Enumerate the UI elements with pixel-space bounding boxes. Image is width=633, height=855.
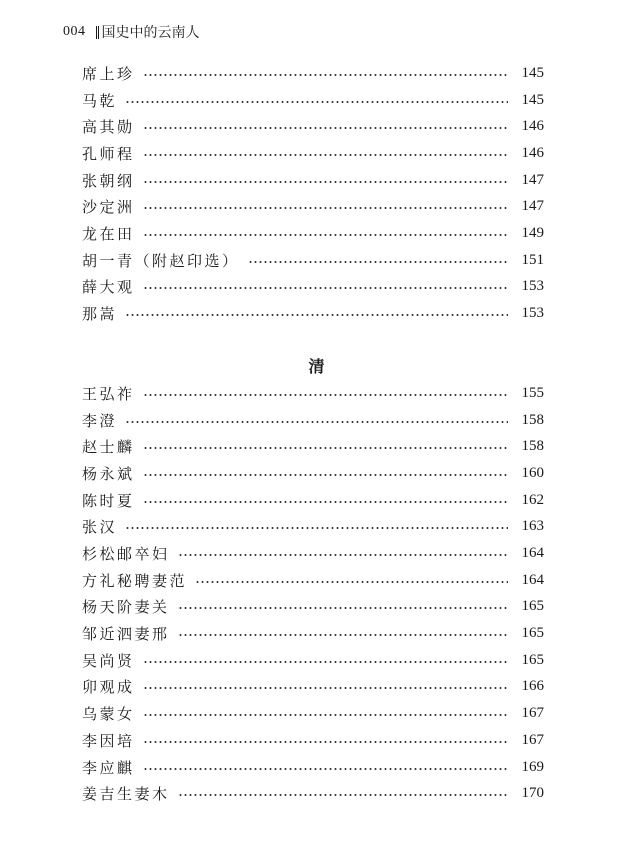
toc-entry-name: 陈时夏 [82, 491, 135, 510]
toc-entry-name: 赵士麟 [82, 437, 135, 456]
toc-entry-name: 李应麒 [82, 758, 135, 777]
toc-entry[interactable] [82, 621, 544, 645]
toc-leader-dots [143, 234, 508, 236]
toc-entry-page: 146 [521, 144, 544, 161]
toc-entry[interactable] [82, 541, 544, 565]
toc-leader-dots [143, 687, 508, 689]
toc-entry[interactable] [82, 114, 544, 138]
toc-leader-dots [143, 768, 508, 770]
toc-entry-page: 167 [521, 731, 544, 748]
toc-leader-dots [178, 634, 508, 636]
toc-entry[interactable] [82, 514, 544, 538]
toc-entry-name: 胡一青（附赵印选） [82, 251, 240, 270]
toc-entry-page: 162 [521, 491, 544, 508]
toc-entry[interactable] [82, 701, 544, 725]
toc-entry-page: 164 [521, 571, 544, 588]
toc-entry-name: 邹近泗妻邢 [82, 624, 170, 643]
toc-leader-dots [125, 101, 508, 103]
toc-entry[interactable] [82, 301, 544, 325]
toc-leader-dots [143, 394, 508, 396]
toc-entry-page: 153 [521, 304, 544, 321]
toc-entry[interactable] [82, 755, 544, 779]
toc-entry-page: 155 [521, 384, 544, 401]
toc-leader-dots [143, 447, 508, 449]
toc-leader-dots [125, 421, 508, 423]
toc-entry-page: 165 [521, 597, 544, 614]
toc-entry-page: 164 [521, 544, 544, 561]
toc-leader-dots [125, 527, 508, 529]
toc-entry[interactable] [82, 674, 544, 698]
toc-entry-name: 李因培 [82, 731, 135, 750]
toc-entry-name: 杨永斌 [82, 464, 135, 483]
toc-entry[interactable] [82, 568, 544, 592]
running-header [63, 20, 200, 44]
toc-entry-name: 沙定洲 [82, 197, 135, 216]
toc-entry[interactable] [82, 434, 544, 458]
toc-entry-name: 龙在田 [82, 224, 135, 243]
toc-entry-name: 杉松邮卒妇 [82, 544, 170, 563]
toc-entry-name: 薛大观 [82, 277, 135, 296]
toc-leader-dots [143, 207, 508, 209]
toc-entry-page: 158 [521, 437, 544, 454]
toc-entry-name: 席上珍 [82, 64, 135, 83]
toc-leader-dots [143, 74, 508, 76]
toc-entry-page: 170 [521, 784, 544, 801]
toc-leader-dots [248, 261, 508, 263]
toc-entry-name: 杨天阶妻关 [82, 597, 170, 616]
toc-entry-page: 146 [521, 117, 544, 134]
toc-entry[interactable] [82, 381, 544, 405]
toc-entry-name: 高其勋 [82, 117, 135, 136]
toc-leader-dots [143, 661, 508, 663]
toc-entry-page: 169 [521, 758, 544, 775]
toc-entry-name: 孔师程 [82, 144, 135, 163]
toc-leader-dots [195, 581, 508, 583]
toc-entry-name: 那嵩 [82, 304, 118, 323]
toc-entry[interactable] [82, 594, 544, 618]
toc-entry-name: 张汉 [82, 517, 118, 536]
toc-entry-page: 163 [521, 517, 544, 534]
toc-entry-page: 158 [521, 411, 544, 428]
header-book-title: 国史中的云南人 [101, 25, 200, 41]
header-separator [96, 26, 99, 39]
section-heading-qing: 清 [308, 357, 325, 376]
toc-entry[interactable] [82, 141, 544, 165]
toc-entry-page: 147 [521, 171, 544, 188]
toc-entry-name: 姜吉生妻木 [82, 784, 170, 803]
toc-leader-dots [143, 741, 508, 743]
toc-entry-page: 149 [521, 224, 544, 241]
toc-entry[interactable] [82, 61, 544, 85]
toc-entry[interactable] [82, 488, 544, 512]
toc-leader-dots [143, 181, 508, 183]
toc-entry[interactable] [82, 221, 544, 245]
toc-leader-dots [143, 154, 508, 156]
toc-leader-dots [143, 474, 508, 476]
toc-entry[interactable] [82, 461, 544, 485]
toc-entry-page: 166 [521, 677, 544, 694]
toc-entry[interactable] [82, 88, 544, 112]
toc-entry[interactable] [82, 248, 544, 272]
toc-leader-dots [125, 314, 508, 316]
toc-entry-page: 165 [521, 651, 544, 668]
toc-entry-name: 卯观成 [82, 677, 135, 696]
toc-leader-dots [178, 554, 508, 556]
toc-leader-dots [178, 607, 508, 609]
toc-entry-page: 147 [521, 197, 544, 214]
toc-entry-page: 167 [521, 704, 544, 721]
toc-entry-name: 乌蒙女 [82, 704, 135, 723]
toc-leader-dots [143, 714, 508, 716]
toc-entry-name: 方礼秘聘妻范 [82, 571, 188, 590]
toc-entry-name: 李澄 [82, 411, 118, 430]
toc-leader-dots [143, 287, 508, 289]
toc-entry[interactable] [82, 781, 544, 805]
toc-leader-dots [143, 127, 508, 129]
toc-entry[interactable] [82, 408, 544, 432]
toc-entry[interactable] [82, 194, 544, 218]
toc-entry[interactable] [82, 168, 544, 192]
toc-entry-page: 145 [521, 91, 544, 108]
toc-entry-name: 张朝纲 [82, 171, 135, 190]
toc-entry-page: 160 [521, 464, 544, 481]
toc-leader-dots [178, 794, 508, 796]
toc-entry-page: 145 [521, 64, 544, 81]
toc-entry-name: 吴尚贤 [82, 651, 135, 670]
toc-entry-name: 王弘祚 [82, 384, 135, 403]
toc-leader-dots [143, 501, 508, 503]
toc-entry-page: 151 [521, 251, 544, 268]
toc-entry-page: 165 [521, 624, 544, 641]
toc-entry[interactable] [82, 728, 544, 752]
toc-entry-name: 马乾 [82, 91, 118, 110]
toc-entry[interactable] [82, 648, 544, 672]
toc-entry[interactable] [82, 274, 544, 298]
header-page-number: 004 [63, 24, 86, 39]
toc-entry-page: 153 [521, 277, 544, 294]
